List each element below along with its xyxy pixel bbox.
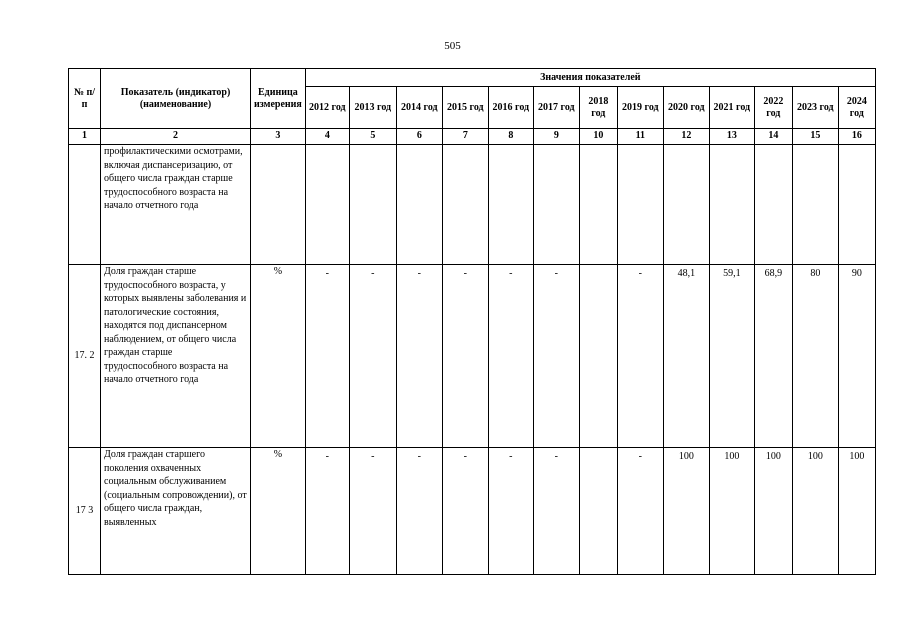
column-number: 14	[754, 129, 792, 145]
value-cell	[709, 145, 754, 265]
column-number: 6	[396, 129, 442, 145]
value-cell: -	[349, 265, 396, 448]
column-number: 1	[69, 129, 101, 145]
indicator-text: профилактическими осмотрами, включая диспансеризацию, от общего числа граждан старше трудоспособного возраста на начало отчетного года	[101, 145, 251, 265]
value-cell: -	[617, 265, 663, 448]
value-cell	[349, 145, 396, 265]
unit-cell: %	[251, 448, 306, 575]
value-cell: 68,9	[754, 265, 792, 448]
value-cell	[442, 145, 488, 265]
value-cell: 100	[754, 448, 792, 575]
header-year: 2019 год	[617, 87, 663, 129]
header-year: 2020 год	[663, 87, 709, 129]
row-number: 17. 2	[69, 265, 101, 448]
value-cell: -	[396, 265, 442, 448]
value-cell: 100	[709, 448, 754, 575]
value-cell	[579, 145, 617, 265]
indicator-text: Доля граждан старшего поколения охваченных социальным обслуживанием (социальным сопровождении), от общего числа граждан, выявленных	[101, 448, 251, 575]
value-cell	[396, 145, 442, 265]
column-number: 15	[792, 129, 838, 145]
value-cell: 100	[838, 448, 875, 575]
column-number: 9	[533, 129, 579, 145]
value-cell: 48,1	[663, 265, 709, 448]
value-cell: -	[305, 265, 349, 448]
column-number: 16	[838, 129, 875, 145]
value-cell	[838, 145, 875, 265]
column-number: 11	[617, 129, 663, 145]
value-cell	[305, 145, 349, 265]
value-cell: 90	[838, 265, 875, 448]
row-number	[69, 145, 101, 265]
value-cell	[579, 265, 617, 448]
header-year: 2015 год	[442, 87, 488, 129]
column-number: 5	[349, 129, 396, 145]
column-number: 8	[488, 129, 533, 145]
value-cell	[533, 145, 579, 265]
header-year: 2018 год	[579, 87, 617, 129]
column-number: 12	[663, 129, 709, 145]
value-cell: -	[533, 448, 579, 575]
header-year: 2017 год	[533, 87, 579, 129]
row-number: 17 3	[69, 448, 101, 575]
value-cell: 59,1	[709, 265, 754, 448]
unit-cell	[251, 145, 306, 265]
value-cell: -	[349, 448, 396, 575]
value-cell: -	[305, 448, 349, 575]
value-cell	[792, 145, 838, 265]
value-cell: -	[442, 265, 488, 448]
column-number: 13	[709, 129, 754, 145]
value-cell: -	[396, 448, 442, 575]
value-cell	[488, 145, 533, 265]
value-cell: -	[488, 265, 533, 448]
header-unit: Единица измерения	[251, 69, 306, 129]
header-indicator: Показатель (индикатор) (наименование)	[101, 69, 251, 129]
header-row-group	[69, 69, 876, 87]
header-num: № п/п	[69, 69, 101, 129]
value-cell	[617, 145, 663, 265]
column-number: 7	[442, 129, 488, 145]
value-cell	[754, 145, 792, 265]
table-row	[69, 145, 876, 265]
page-number: 505	[444, 40, 461, 52]
value-cell: -	[533, 265, 579, 448]
column-number: 4	[305, 129, 349, 145]
column-number: 10	[579, 129, 617, 145]
indicators-table	[68, 68, 876, 575]
table-row	[69, 265, 876, 448]
table-row	[69, 448, 876, 575]
value-cell	[579, 448, 617, 575]
value-cell: -	[617, 448, 663, 575]
value-cell: 100	[792, 448, 838, 575]
header-year: 2014 год	[396, 87, 442, 129]
header-year: 2021 год	[709, 87, 754, 129]
indicator-text: Доля граждан старше трудоспособного возраста, у которых выявлены заболевания и патологические состояния, находятся под диспансерном наблюдением, от общего числа граждан старше трудоспособного возраста на начало отчетного года	[101, 265, 251, 448]
unit-cell: %	[251, 265, 306, 448]
value-cell: -	[442, 448, 488, 575]
column-number: 3	[251, 129, 306, 145]
value-cell: 100	[663, 448, 709, 575]
header-year: 2013 год	[349, 87, 396, 129]
header-year: 2022 год	[754, 87, 792, 129]
header-year: 2023 год	[792, 87, 838, 129]
column-number: 2	[101, 129, 251, 145]
header-year: 2016 год	[488, 87, 533, 129]
value-cell: 80	[792, 265, 838, 448]
column-number-row	[69, 129, 876, 145]
value-cell	[663, 145, 709, 265]
header-year: 2012 год	[305, 87, 349, 129]
header-year: 2024 год	[838, 87, 875, 129]
header-values-group: Значения показателей	[305, 69, 875, 87]
value-cell: -	[488, 448, 533, 575]
